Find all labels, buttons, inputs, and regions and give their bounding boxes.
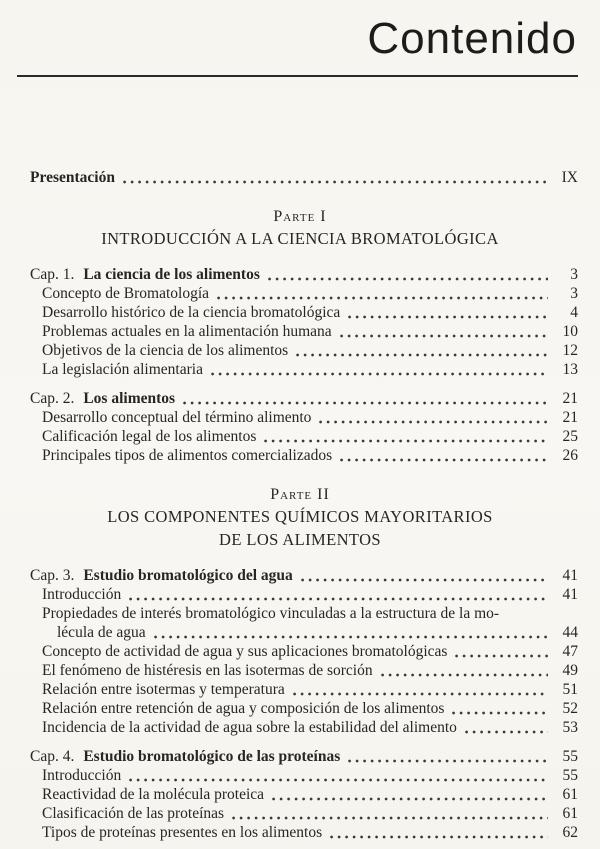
entry-title: Los alimentos (83, 390, 176, 407)
toc-entry-chapter (0, 747, 600, 766)
toc-entry (0, 823, 600, 842)
entry-title: Presentación (30, 169, 115, 186)
dot-leader (330, 835, 548, 839)
entry-title: Clasificación de las proteínas (42, 805, 225, 822)
toc-entry (0, 427, 600, 446)
toc-entry (0, 661, 600, 680)
part-title-line: DE LOS ALIMENTOS (219, 530, 381, 549)
toc-entry (0, 585, 600, 604)
page-number: 41 (562, 567, 578, 584)
dot-leader (154, 635, 548, 639)
entry-title: Introducción (42, 767, 122, 784)
entry-title: Estudio bromatológico del agua (83, 567, 293, 584)
entry-title: Introducción (42, 586, 122, 603)
dot-leader (507, 616, 548, 620)
page-number: 3 (570, 285, 578, 302)
dot-leader (296, 353, 548, 357)
dot-leader (348, 315, 548, 319)
dot-leader (272, 797, 548, 801)
dot-leader (232, 816, 548, 820)
chapter-number: Cap. 1. (30, 266, 75, 283)
entry-title: Desarrollo histórico de la ciencia bromatológica (42, 304, 341, 321)
page-number: 51 (562, 681, 578, 698)
dot-leader (293, 692, 548, 696)
dot-leader (264, 439, 548, 443)
entry-title: La ciencia de los alimentos (83, 266, 260, 283)
page-number: 12 (562, 342, 578, 359)
toc-entry (0, 408, 600, 427)
part-title-line: LOS COMPONENTES QUÍMICOS MAYORITARIOS (107, 507, 493, 526)
part-heading-2 (0, 485, 600, 550)
entry-title: Incidencia de la actividad de agua sobre la estabilidad del alimento (42, 719, 457, 736)
page-number: 62 (562, 824, 578, 841)
page-number: 53 (562, 719, 578, 736)
table-of-contents (0, 168, 600, 842)
page-number: 47 (562, 643, 578, 660)
toc-entry (0, 766, 600, 785)
toc-entry (0, 604, 600, 623)
page-number: 61 (562, 805, 578, 822)
toc-entry (0, 804, 600, 823)
part-label: Parte II (270, 486, 330, 503)
entry-title: Objetivos de la ciencia de los alimentos (42, 342, 289, 359)
entry-title: El fenómeno de histéresis en las isotermas de sorción (42, 662, 373, 679)
chapter-block-2 (0, 389, 600, 465)
page-number: 21 (562, 390, 578, 407)
toc-entry-chapter (0, 265, 600, 284)
toc-entry (0, 360, 600, 379)
dot-leader (340, 458, 548, 462)
toc-entry (0, 322, 600, 341)
toc-entry (0, 446, 600, 465)
toc-entry (0, 341, 600, 360)
entry-title: Relación entre isotermas y temperatura (42, 681, 285, 698)
page-number: 55 (562, 748, 578, 765)
title-rule (17, 75, 578, 77)
chapter-number: Cap. 3. (30, 567, 75, 584)
entry-title: Problemas actuales en la alimentación humana (42, 323, 332, 340)
page-number: 49 (562, 662, 578, 679)
entry-title: Calificación legal de los alimentos (42, 428, 257, 445)
page-number: 25 (562, 428, 578, 445)
chapter-block-3 (0, 566, 600, 737)
page-number: 41 (562, 586, 578, 603)
part-label: Parte I (273, 208, 327, 225)
dot-leader (319, 420, 548, 424)
page-title: Contenido (367, 14, 577, 63)
entry-title: Relación entre retención de agua y composición de los alimentos (42, 700, 445, 717)
entry-title: Concepto de Bromatología (42, 285, 210, 302)
page-number: 21 (562, 409, 578, 426)
page-number: 44 (562, 624, 578, 641)
entry-title: La legislación alimentaria (42, 361, 203, 378)
chapter-number: Cap. 4. (30, 748, 75, 765)
dot-leader (348, 759, 548, 763)
entry-title: Propiedades de interés bromatológico vinculadas a la estructura de la mo- (42, 605, 500, 622)
dot-leader (301, 578, 548, 582)
toc-entry (0, 623, 600, 642)
dot-leader (211, 372, 548, 376)
page-number: IX (561, 169, 578, 186)
toc-entry-chapter (0, 389, 600, 408)
toc-entry (0, 284, 600, 303)
dot-leader (183, 401, 548, 405)
entry-title: Reactividad de la molécula proteica (42, 786, 265, 803)
dot-leader (268, 277, 548, 281)
toc-entry-front (0, 168, 600, 187)
toc-entry (0, 680, 600, 699)
page-number: 10 (562, 323, 578, 340)
entry-title: Concepto de actividad de agua y sus aplicaciones bromatológicas (42, 643, 448, 660)
page-number: 26 (562, 447, 578, 464)
dot-leader (455, 654, 548, 658)
dot-leader (217, 296, 548, 300)
dot-leader (340, 334, 548, 338)
part-title-line: INTRODUCCIÓN A LA CIENCIA BROMATOLÓGICA (101, 229, 499, 248)
page-number: 13 (562, 361, 578, 378)
dot-leader (452, 711, 548, 715)
toc-entry (0, 699, 600, 718)
toc-entry (0, 642, 600, 661)
chapter-block-4 (0, 747, 600, 842)
page-number: 61 (562, 786, 578, 803)
chapter-block-1 (0, 265, 600, 379)
entry-title: Principales tipos de alimentos comercializados (42, 447, 333, 464)
page-number: 55 (562, 767, 578, 784)
dot-leader (381, 673, 548, 677)
dot-leader (129, 597, 548, 601)
toc-entry (0, 718, 600, 737)
entry-title: Tipos de proteínas presentes en los alimentos (42, 824, 323, 841)
part-heading-1 (0, 207, 600, 249)
toc-entry-chapter (0, 566, 600, 585)
toc-entry (0, 303, 600, 322)
dot-leader (123, 180, 548, 184)
dot-leader (465, 730, 548, 734)
entry-title: lécula de agua (57, 624, 146, 641)
entry-title: Desarrollo conceptual del término alimento (42, 409, 312, 426)
toc-entry (0, 785, 600, 804)
page-number: 52 (562, 700, 578, 717)
dot-leader (129, 778, 548, 782)
page-number: 4 (570, 304, 578, 321)
entry-title: Estudio bromatológico de las proteínas (83, 748, 341, 765)
chapter-number: Cap. 2. (30, 390, 75, 407)
page-number: 3 (570, 266, 578, 283)
